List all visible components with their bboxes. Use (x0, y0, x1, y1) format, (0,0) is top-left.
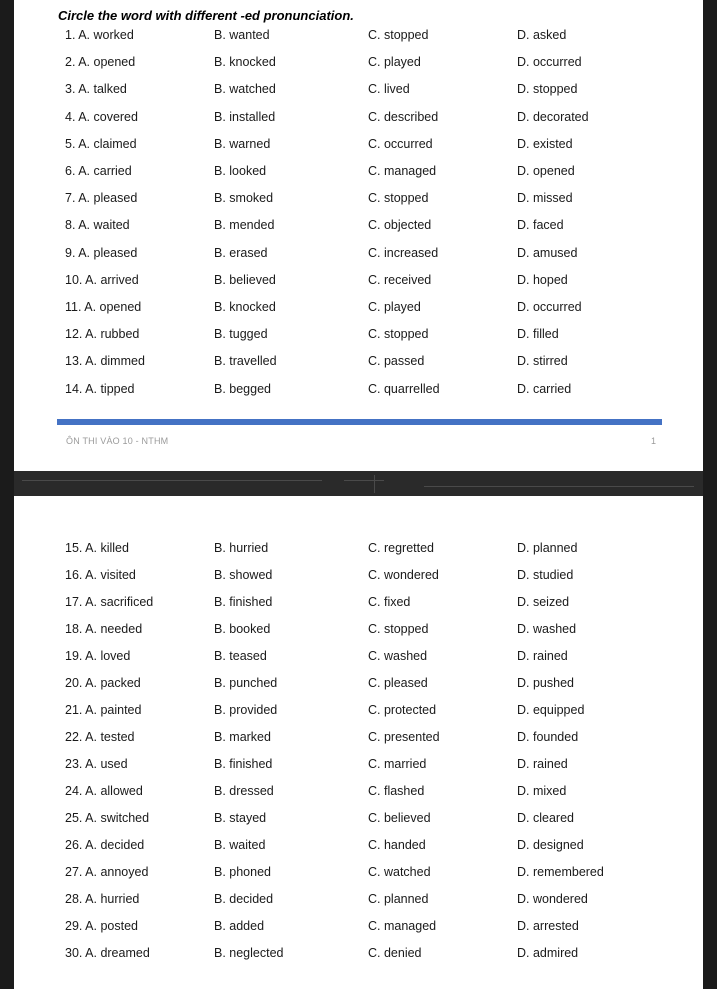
option-d[interactable]: D. remembered (517, 865, 604, 879)
option-a[interactable]: 29. A. posted (65, 919, 138, 933)
question-row (14, 324, 703, 344)
option-b[interactable]: B. finished (214, 595, 273, 609)
option-d[interactable]: D. cleared (517, 811, 574, 825)
option-d[interactable]: D. amused (517, 245, 578, 260)
page-gap (14, 471, 703, 496)
option-a[interactable]: 15. A. killed (65, 541, 129, 555)
question-row (14, 943, 703, 963)
option-a[interactable]: 5. A. claimed (65, 136, 137, 151)
option-c[interactable]: C. stopped (368, 327, 429, 342)
option-b[interactable]: B. knocked (214, 300, 276, 314)
option-a[interactable]: 11. A. opened (65, 300, 142, 314)
option-d[interactable]: D. pushed (517, 676, 574, 690)
option-d[interactable]: D. missed (517, 191, 573, 206)
option-b[interactable]: B. neglected (214, 946, 284, 960)
question-row (14, 297, 703, 317)
option-d[interactable]: D. planned (517, 541, 578, 555)
option-c[interactable]: C. pleased (368, 676, 428, 690)
question-row (14, 754, 703, 774)
option-c[interactable]: C. married (368, 757, 427, 771)
option-a[interactable]: 23. A. used (65, 757, 128, 771)
option-a[interactable]: 28. A. hurried (65, 892, 140, 906)
option-b[interactable]: B. mended (214, 218, 275, 233)
option-d[interactable]: D. seized (517, 595, 570, 609)
option-a[interactable]: 9. A. pleased (65, 245, 138, 260)
option-a[interactable]: 18. A. needed (65, 622, 143, 636)
option-d[interactable]: D. stopped (517, 82, 578, 97)
question-row (14, 79, 703, 99)
option-d[interactable]: D. occurred (517, 55, 582, 70)
option-d[interactable]: D. admired (517, 946, 579, 960)
option-c[interactable]: C. stopped (368, 191, 429, 206)
option-c[interactable]: C. occurred (368, 136, 433, 151)
option-a[interactable]: 6. A. carried (65, 164, 132, 178)
option-d[interactable]: D. washed (517, 622, 577, 636)
option-b[interactable]: B. provided (214, 703, 278, 717)
option-d[interactable]: D. faced (517, 218, 564, 233)
option-b[interactable]: B. watched (214, 82, 276, 97)
option-d[interactable]: D. stirred (517, 354, 568, 369)
option-b[interactable]: B. believed (214, 272, 276, 287)
option-b[interactable]: B. looked (214, 164, 267, 178)
question-row (14, 781, 703, 801)
option-c[interactable]: C. passed (368, 354, 425, 369)
question-row (14, 538, 703, 558)
option-a[interactable]: 27. A. annoyed (65, 865, 149, 879)
option-d[interactable]: D. mixed (517, 784, 567, 798)
question-row (14, 700, 703, 720)
option-c[interactable]: C. wondered (368, 568, 439, 582)
instruction-heading: Circle the word with different -ed pronunciation. (58, 8, 354, 23)
option-d[interactable]: D. rained (517, 757, 568, 771)
question-row (14, 835, 703, 855)
option-d[interactable]: D. arrested (517, 919, 579, 933)
option-b[interactable]: B. waited (214, 838, 266, 852)
option-a[interactable]: 12. A. rubbed (65, 327, 140, 342)
option-b[interactable]: B. punched (214, 676, 278, 690)
option-b[interactable]: B. showed (214, 568, 273, 582)
question-row (14, 188, 703, 208)
question-row (14, 808, 703, 828)
option-b[interactable]: B. marked (214, 730, 271, 744)
question-row (14, 673, 703, 693)
option-a[interactable]: 7. A. pleased (65, 191, 138, 206)
option-b[interactable]: B. booked (214, 622, 271, 636)
option-a[interactable]: 3. A. talked (65, 82, 127, 97)
option-d[interactable]: D. hoped (517, 272, 568, 287)
option-d[interactable]: D. studied (517, 568, 574, 582)
option-d[interactable]: D. opened (517, 164, 575, 178)
option-b[interactable]: B. hurried (214, 541, 269, 555)
question-row (14, 270, 703, 290)
question-row (14, 862, 703, 882)
option-a[interactable]: 24. A. allowed (65, 784, 143, 798)
option-a[interactable]: 17. A. sacrificed (65, 595, 154, 609)
option-d[interactable]: D. occurred (517, 300, 582, 314)
option-c[interactable]: C. stopped (368, 28, 429, 42)
question-row (14, 134, 703, 154)
option-b[interactable]: B. dressed (214, 784, 274, 798)
option-b[interactable]: B. phoned (214, 865, 271, 879)
option-c[interactable]: C. played (368, 55, 421, 70)
option-c[interactable]: C. lived (368, 82, 410, 97)
option-a[interactable]: 22. A. tested (65, 730, 135, 744)
option-c[interactable]: C. washed (368, 649, 428, 663)
option-c[interactable]: C. flashed (368, 784, 425, 798)
option-c[interactable]: C. denied (368, 946, 422, 960)
option-c[interactable]: C. fixed (368, 595, 411, 609)
option-b[interactable]: B. travelled (214, 354, 277, 369)
question-row (14, 243, 703, 263)
question-row (14, 889, 703, 909)
option-a[interactable]: 4. A. covered (65, 109, 138, 124)
option-a[interactable]: 14. A. tipped (65, 381, 135, 396)
option-b[interactable]: B. warned (214, 136, 271, 151)
option-a[interactable]: 16. A. visited (65, 568, 136, 582)
option-a[interactable]: 25. A. switched (65, 811, 150, 825)
option-d[interactable]: D. asked (517, 28, 567, 42)
question-row (14, 52, 703, 72)
option-d[interactable]: D. filled (517, 327, 559, 342)
question-row (14, 619, 703, 639)
option-a[interactable]: 13. A. dimmed (65, 354, 145, 369)
worksheet-page-1 (14, 0, 703, 471)
option-c[interactable]: C. quarrelled (368, 381, 440, 396)
question-row (14, 215, 703, 235)
footer-label: ÔN THI VÀO 10 - NTHM (66, 436, 169, 446)
option-c[interactable]: C. played (368, 300, 421, 314)
option-b[interactable]: B. knocked (214, 55, 276, 70)
question-row (14, 727, 703, 747)
question-row (14, 379, 703, 399)
option-b[interactable]: B. begged (214, 381, 271, 396)
worksheet-page-2 (14, 496, 703, 989)
option-a[interactable]: 19. A. loved (65, 649, 131, 663)
option-b[interactable]: B. decided (214, 892, 274, 906)
option-a[interactable]: 1. A. worked (65, 28, 134, 42)
option-c[interactable]: C. described (368, 109, 439, 124)
option-c[interactable]: C. planned (368, 892, 429, 906)
question-row (14, 161, 703, 181)
option-c[interactable]: C. believed (368, 811, 431, 825)
option-d[interactable]: D. existed (517, 136, 573, 151)
option-b[interactable]: B. finished (214, 757, 273, 771)
option-d[interactable]: D. rained (517, 649, 568, 663)
option-a[interactable]: 8. A. waited (65, 218, 130, 233)
option-b[interactable]: B. erased (214, 245, 268, 260)
question-row (14, 351, 703, 371)
option-d[interactable]: D. carried (517, 381, 572, 396)
option-c[interactable]: C. stopped (368, 622, 429, 636)
option-a[interactable]: 21. A. painted (65, 703, 142, 717)
question-row (14, 25, 703, 45)
option-c[interactable]: C. increased (368, 245, 439, 260)
question-row (14, 565, 703, 585)
question-row (14, 916, 703, 936)
option-d[interactable]: D. decorated (517, 109, 589, 124)
option-c[interactable]: C. handed (368, 838, 426, 852)
option-d[interactable]: D. wondered (517, 892, 588, 906)
option-c[interactable]: C. regretted (368, 541, 435, 555)
option-b[interactable]: B. wanted (214, 28, 270, 42)
option-c[interactable]: C. presented (368, 730, 440, 744)
page-number: 1 (651, 436, 657, 446)
option-d[interactable]: D. designed (517, 838, 584, 852)
option-a[interactable]: 10. A. arrived (65, 272, 139, 287)
option-a[interactable]: 30. A. dreamed (65, 946, 150, 960)
option-b[interactable]: B. installed (214, 109, 276, 124)
option-c[interactable]: C. managed (368, 919, 437, 933)
question-row (14, 107, 703, 127)
option-d[interactable]: D. equipped (517, 703, 585, 717)
footer-divider (57, 419, 662, 425)
option-b[interactable]: B. tugged (214, 327, 268, 342)
option-b[interactable]: B. stayed (214, 811, 267, 825)
option-b[interactable]: B. added (214, 919, 265, 933)
option-c[interactable]: C. objected (368, 218, 432, 233)
option-b[interactable]: B. smoked (214, 191, 274, 206)
option-a[interactable]: 20. A. packed (65, 676, 141, 690)
option-d[interactable]: D. founded (517, 730, 579, 744)
option-a[interactable]: 2. A. opened (65, 55, 136, 70)
option-c[interactable]: C. protected (368, 703, 437, 717)
option-c[interactable]: C. watched (368, 865, 431, 879)
question-row (14, 646, 703, 666)
option-c[interactable]: C. managed (368, 164, 437, 178)
option-a[interactable]: 26. A. decided (65, 838, 145, 852)
option-b[interactable]: B. teased (214, 649, 267, 663)
question-row (14, 592, 703, 612)
option-c[interactable]: C. received (368, 272, 432, 287)
